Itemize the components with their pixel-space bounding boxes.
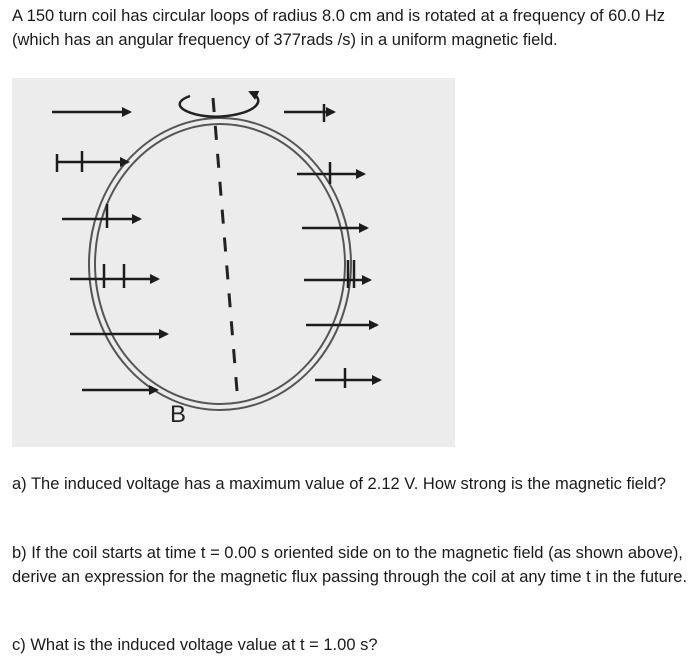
rotation-arrow-icon	[180, 92, 259, 117]
rotation-axis	[213, 98, 238, 403]
coil-diagram	[12, 78, 455, 447]
coil-figure	[12, 78, 455, 447]
question-c: c) What is the induced voltage value at t = 1.00 s?	[12, 636, 378, 654]
field-arrow-ticks	[57, 104, 354, 388]
question-b: b) If the coil starts at time t = 0.00 s oriented side on to the magnetic field (as shown above), derive an expression for the magnetic flux passing through the coil at any time t in the future.	[12, 544, 688, 586]
field-arrows	[52, 112, 380, 390]
coil-outer-loop	[89, 118, 351, 410]
question-a: a) The induced voltage has a maximum value of 2.12 V. How strong is the magnetic field?	[12, 475, 666, 493]
problem-statement: A 150 turn coil has circular loops of radius 8.0 cm and is rotated at a frequency of 60.0 Hz (which has an angular frequency of 377rads /s) in a uniform magnetic field.	[12, 7, 666, 49]
field-label: B	[170, 401, 187, 428]
